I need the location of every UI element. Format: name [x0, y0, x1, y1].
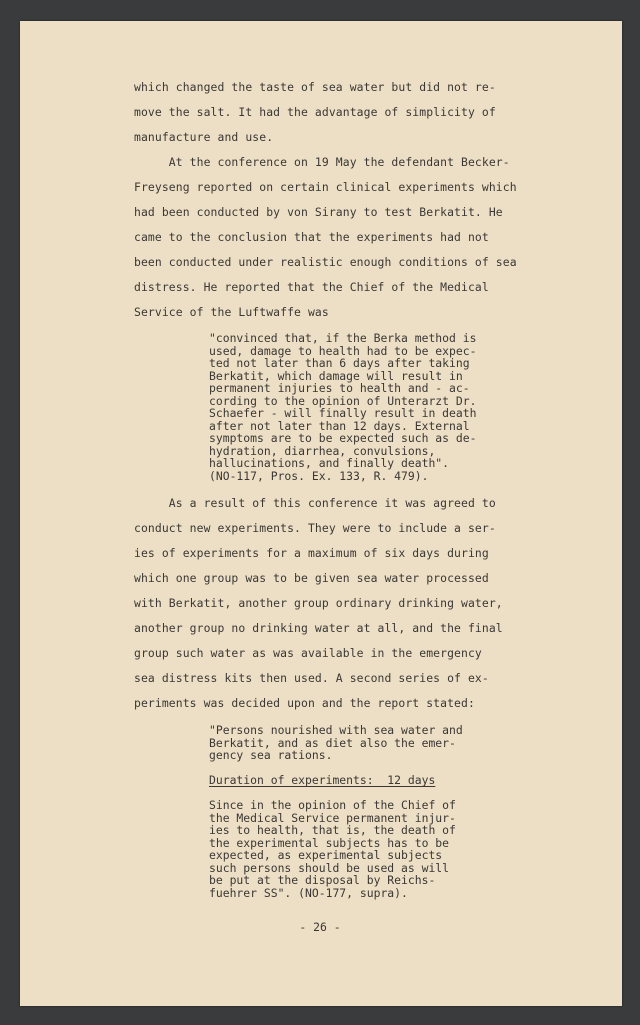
quote-line: "convinced that, if the Berka method is: [209, 331, 477, 345]
quote-line: permanent injuries to health and - ac-: [209, 381, 470, 395]
page-number: - 26 -: [299, 920, 341, 934]
quote-line: ies to health, that is, the death of: [209, 823, 456, 837]
quote-line: used, damage to health had to be expec-: [209, 343, 477, 358]
text-line: move the salt. It had the advantage of simplicity of: [134, 105, 496, 119]
quote-line: such persons should be used as will: [209, 860, 450, 875]
quote-line: fuehrer SS". (NO-177, supra).: [209, 885, 408, 900]
text-line: with Berkatit, another group ordinary drinking water,: [134, 596, 503, 610]
quote-line: expected, as experimental subjects: [209, 848, 443, 862]
quote-line: the Medical Service permanent injur-: [209, 810, 456, 825]
text-line: been conducted under realistic enough conditions of sea: [134, 255, 517, 269]
quote-line: the experimental subjects has to be: [209, 835, 450, 850]
text-line: which one group was to be given sea water processed: [134, 571, 489, 585]
quote-line: Schaefer - will finally result in death: [209, 406, 477, 420]
quote-line: symptoms are to be expected such as de-: [209, 431, 477, 445]
text-line: Service of the Luftwaffe was: [134, 305, 329, 319]
quote-line: "Persons nourished with sea water and: [209, 723, 463, 737]
text-line: As a result of this conference it was agreed to: [134, 496, 496, 510]
text-line: At the conference on 19 May the defendant Becker-: [134, 155, 510, 169]
text-line: which changed the taste of sea water but did not re-: [134, 80, 496, 94]
text-line: came to the conclusion that the experiments had not: [134, 230, 489, 244]
quote-line: (NO-117, Pros. Ex. 133, R. 479).: [209, 468, 429, 483]
text-line: group such water as was available in the emergency: [134, 646, 482, 660]
text-line: distress. He reported that the Chief of the Medical: [134, 280, 489, 294]
quote-line: be put at the disposal by Reichs-: [209, 873, 436, 887]
text-line: another group no drinking water at all, and the final: [134, 621, 503, 635]
text-line: ies of experiments for a maximum of six days during: [134, 546, 489, 560]
text-line: periments was decided upon and the report stated:: [134, 696, 475, 710]
quote-line: after not later than 12 days. External: [209, 418, 470, 433]
duration-heading: Duration of experiments: 12 days: [209, 773, 436, 787]
text-line: Freyseng reported on certain clinical experiments which: [134, 180, 517, 194]
quote-line: Berkatit, which damage will result in: [209, 368, 463, 383]
quote-line: gency sea rations.: [209, 748, 333, 762]
quote-line: cording to the opinion of Unterarzt Dr.: [209, 393, 477, 408]
quote-line: Berkatit, and as diet also the emer-: [209, 735, 456, 750]
text-line: sea distress kits then used. A second series of ex-: [134, 671, 489, 685]
text-line: had been conducted by von Sirany to test Berkatit. He: [134, 205, 503, 219]
text-line: conduct new experiments. They were to include a ser-: [134, 521, 496, 535]
quote-line: Since in the opinion of the Chief of: [209, 798, 456, 812]
quote-line: hydration, diarrhea, convulsions,: [209, 443, 436, 458]
text-line: manufacture and use.: [134, 130, 274, 144]
quote-line: hallucinations, and finally death".: [209, 456, 450, 470]
quote-line: ted not later than 6 days after taking: [209, 356, 470, 370]
